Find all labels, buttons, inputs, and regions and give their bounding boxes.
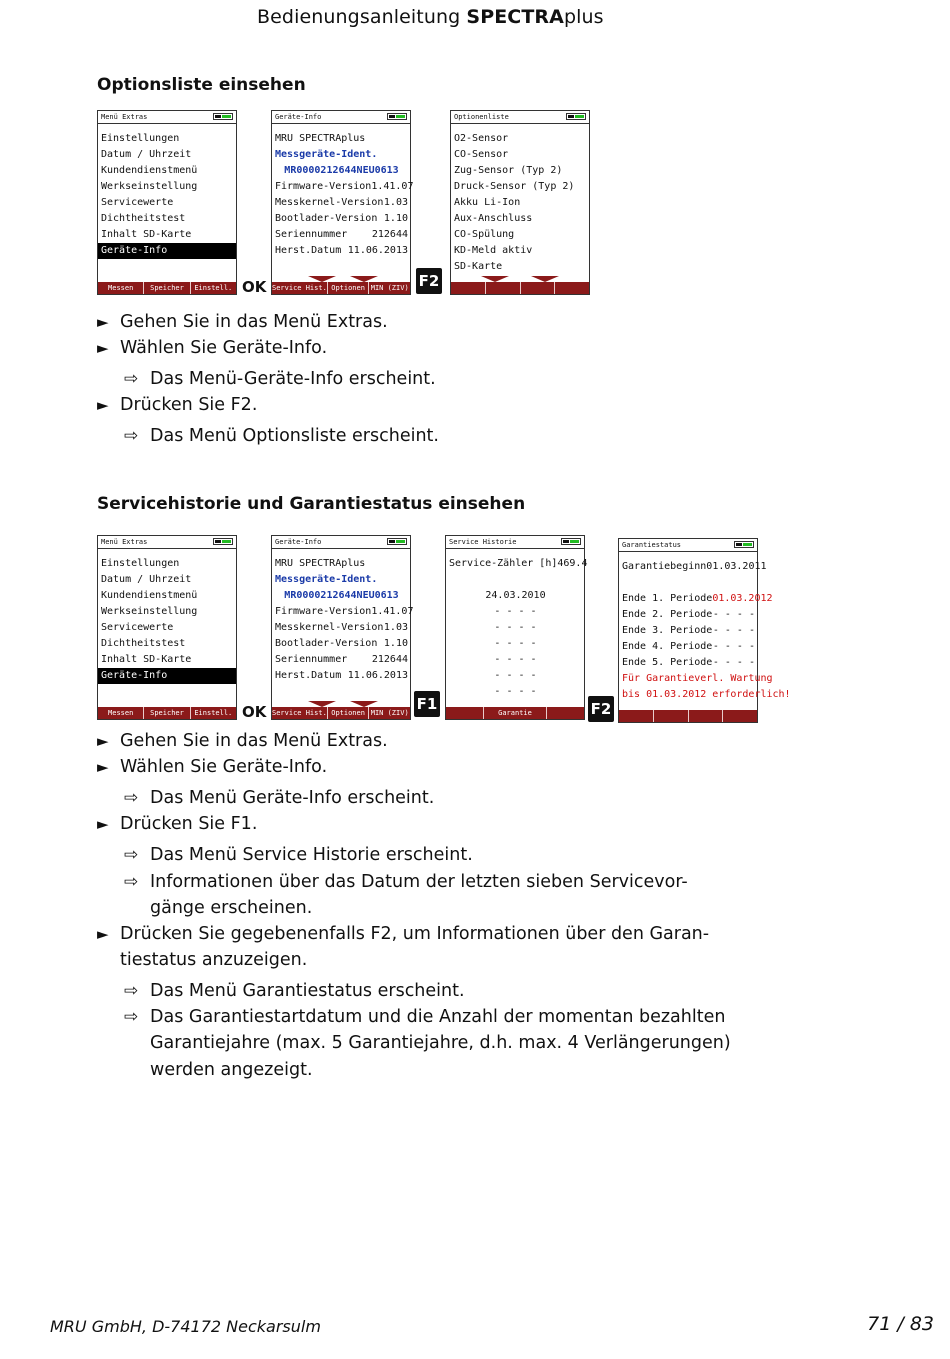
ok-key-label: OK xyxy=(242,703,267,721)
fkey-service-hist[interactable]: Service Hist. xyxy=(272,284,327,292)
footer-company: MRU GmbH, D-74172 Neckarsulm xyxy=(50,1317,321,1336)
screen-titlebar: Menü Extras xyxy=(98,536,236,549)
section-title-service: Servicehistorie und Garantiestatus einsehen xyxy=(97,494,526,514)
battery-icon xyxy=(387,113,407,120)
menu-item[interactable]: Werkseinstellung xyxy=(101,606,198,617)
fkey-empty[interactable] xyxy=(451,282,485,294)
result-text: ⇨ Das Menü Garantiestatus erscheint. xyxy=(150,978,465,1004)
step-text-continued: tiestatus anzuzeigen. xyxy=(120,950,308,970)
f2-key-icon: F2 xyxy=(588,696,614,722)
service-date: 24.03.2010 xyxy=(485,590,546,601)
option-item: Akku Li-Ion xyxy=(454,197,521,208)
function-key-bar xyxy=(272,707,410,719)
fkey-einstell[interactable]: Einstell. xyxy=(190,707,236,719)
device-ident-label: Messgeräte-Ident. xyxy=(275,149,378,160)
step-text: ► Drücken Sie F1. xyxy=(120,811,257,837)
service-counter: Service-Zähler [h] 469.4 xyxy=(449,558,588,569)
fkey-min-ziv[interactable]: MIN (ZIV) xyxy=(368,707,410,719)
battery-icon xyxy=(561,538,581,545)
footer-page-number: 71 / 83 xyxy=(867,1313,934,1335)
header-brand-bold: SPECTRA xyxy=(466,6,564,28)
fkey-empty[interactable] xyxy=(485,282,520,294)
battery-icon xyxy=(566,113,586,120)
result-text: ⇨ Informationen über das Datum der letzten sieben Servicevor- xyxy=(150,869,688,895)
menu-item[interactable]: Kundendienstmenü xyxy=(101,590,198,601)
info-row: Bootlader-Version 1.10 xyxy=(275,213,408,224)
result-text: ⇨ Das Menü-Geräte-Info erscheint. xyxy=(150,366,436,392)
screen-titlebar: Menü Extras xyxy=(98,111,236,124)
function-key-bar xyxy=(98,282,236,294)
result-text: ⇨ Das Garantiestartdatum und die Anzahl der momentan bezahlten xyxy=(150,1004,725,1030)
screen-geraete-info xyxy=(271,535,414,720)
menu-item[interactable]: Einstellungen xyxy=(101,133,180,144)
fkey-speicher[interactable]: Speicher xyxy=(143,707,189,719)
fkey-empty[interactable] xyxy=(520,282,555,294)
service-date: - - - - xyxy=(494,670,537,681)
option-item: O2-Sensor xyxy=(454,133,509,144)
function-key-bar xyxy=(272,282,410,294)
option-item: Zug-Sensor (Typ 2) xyxy=(454,165,563,176)
ok-key-label: OK xyxy=(242,278,267,296)
header-prefix: Bedienungsanleitung xyxy=(257,6,467,28)
menu-item[interactable]: Kundendienstmenü xyxy=(101,165,198,176)
screen-titlebar: Geräte-Info xyxy=(272,536,410,549)
screen-service-historie xyxy=(445,535,588,720)
service-date: - - - - xyxy=(494,606,537,617)
step-text: ► Wählen Sie Geräte-Info. xyxy=(120,754,327,780)
device-ident-value: MR0000212644NEU0613 xyxy=(284,590,399,601)
warranty-period: Ende 1. Periode 01.03.2012 xyxy=(622,593,773,604)
option-item: Druck-Sensor (Typ 2) xyxy=(454,181,575,192)
result-text: ⇨ Das Menü Geräte-Info erscheint. xyxy=(150,785,434,811)
step-text: ► Drücken Sie F2. xyxy=(120,392,257,418)
option-item: CO-Spülung xyxy=(454,229,515,240)
menu-item[interactable]: Werkseinstellung xyxy=(101,181,198,192)
menu-item[interactable]: Einstellungen xyxy=(101,558,180,569)
battery-icon xyxy=(213,538,233,545)
menu-item[interactable]: Servicewerte xyxy=(101,622,174,633)
fkey-garantie[interactable]: Garantie xyxy=(483,707,547,719)
page-header xyxy=(257,6,604,28)
screen-titlebar: Service Historie xyxy=(446,536,584,549)
menu-item[interactable]: Dichtheitstest xyxy=(101,213,186,224)
warranty-note: bis 01.03.2012 erforderlich! xyxy=(622,689,791,700)
result-text: ⇨ Das Menü Service Historie erscheint. xyxy=(150,842,473,868)
fkey-empty[interactable] xyxy=(546,707,584,719)
screen-titlebar: Garantiestatus xyxy=(619,539,757,552)
fkey-einstell[interactable]: Einstell. xyxy=(190,282,236,294)
fkey-optionen[interactable]: Optionen xyxy=(327,282,369,294)
menu-item-selected[interactable]: Geräte-Info xyxy=(98,243,236,259)
fkey-optionen[interactable]: Optionen xyxy=(327,707,369,719)
info-row: Herst.Datum 11.06.2013 xyxy=(275,670,408,681)
battery-icon xyxy=(387,538,407,545)
spacer xyxy=(622,575,755,591)
step-text: ► Wählen Sie Geräte-Info. xyxy=(120,335,327,361)
screen-titlebar: Geräte-Info xyxy=(272,111,410,124)
screen-optionenliste xyxy=(450,110,590,295)
result-text-continued: werden angezeigt. xyxy=(150,1060,313,1080)
warranty-begin: Garantiebeginn 01.03.2011 xyxy=(622,561,767,572)
menu-item[interactable]: Inhalt SD-Karte xyxy=(101,654,192,665)
info-row: Messkernel-Version 1.03 xyxy=(275,197,408,208)
function-key-bar xyxy=(619,710,757,722)
screen-menu-extras xyxy=(97,110,237,295)
fkey-empty[interactable] xyxy=(688,710,723,722)
screen-menu-extras xyxy=(97,535,237,720)
fkey-min-ziv[interactable]: MIN (ZIV) xyxy=(368,282,410,294)
option-item: SD-Karte xyxy=(454,261,503,272)
header-brand-rest: plus xyxy=(563,6,604,28)
menu-item[interactable]: Dichtheitstest xyxy=(101,638,186,649)
fkey-empty[interactable] xyxy=(554,282,589,294)
step-text: ► Gehen Sie in das Menü Extras. xyxy=(120,728,388,754)
section-title-options: Optionsliste einsehen xyxy=(97,75,306,95)
battery-icon xyxy=(734,541,754,548)
function-key-bar xyxy=(446,707,584,719)
info-row: Firmware-Version 1.41.07 xyxy=(275,606,414,617)
f2-key-icon: F2 xyxy=(416,268,442,294)
result-text-continued: Garantiejahre (max. 5 Garantiejahre, d.h. max. 4 Verlängerungen) xyxy=(150,1033,731,1053)
info-row: Seriennummer 212644 xyxy=(275,229,408,240)
step-text: ► Drücken Sie gegebenenfalls F2, um Informationen über den Garan- xyxy=(120,921,709,947)
warranty-period: Ende 3. Periode - - - - xyxy=(622,625,755,636)
result-text-continued: gänge erscheinen. xyxy=(150,898,313,918)
device-ident-value: MR0000212644NEU0613 xyxy=(284,165,399,176)
fkey-speicher[interactable]: Speicher xyxy=(143,282,189,294)
fkey-messen[interactable]: Messen xyxy=(108,284,134,292)
warranty-period: Ende 4. Periode - - - - xyxy=(622,641,755,652)
f1-key-icon: F1 xyxy=(414,691,440,717)
menu-item[interactable]: Servicewerte xyxy=(101,197,174,208)
menu-item[interactable]: Datum / Uhrzeit xyxy=(101,149,192,160)
menu-item[interactable]: Inhalt SD-Karte xyxy=(101,229,192,240)
warranty-period: Ende 5. Periode - - - - xyxy=(622,657,755,668)
device-name: MRU SPECTRAplus xyxy=(275,133,366,144)
menu-item[interactable]: Datum / Uhrzeit xyxy=(101,574,192,585)
fkey-empty[interactable] xyxy=(619,710,653,722)
fkey-empty[interactable] xyxy=(722,710,757,722)
device-name: MRU SPECTRAplus xyxy=(275,558,366,569)
service-date: - - - - xyxy=(494,622,537,633)
screen-titlebar: Optionenliste xyxy=(451,111,589,124)
warranty-note: Für Garantieverl. Wartung xyxy=(622,673,773,684)
device-ident-label: Messgeräte-Ident. xyxy=(275,574,378,585)
screen-garantiestatus xyxy=(618,538,791,723)
function-key-bar xyxy=(451,282,589,294)
info-row: Seriennummer 212644 xyxy=(275,654,408,665)
option-item: CO-Sensor xyxy=(454,149,509,160)
info-row: Messkernel-Version 1.03 xyxy=(275,622,408,633)
spacer xyxy=(449,572,582,588)
battery-icon xyxy=(213,113,233,120)
info-row: Firmware-Version 1.41.07 xyxy=(275,181,414,192)
option-item: KD-Meld aktiv xyxy=(454,245,533,256)
fkey-messen[interactable]: Messen xyxy=(108,709,134,717)
info-row: Herst.Datum 11.06.2013 xyxy=(275,245,408,256)
menu-item-selected[interactable]: Geräte-Info xyxy=(98,668,236,684)
fkey-empty[interactable] xyxy=(446,707,483,719)
function-key-bar xyxy=(98,707,236,719)
service-date: - - - - xyxy=(494,654,537,665)
result-text: ⇨ Das Menü Optionsliste erscheint. xyxy=(150,423,439,449)
warranty-period: Ende 2. Periode - - - - xyxy=(622,609,755,620)
info-row: Bootlader-Version 1.10 xyxy=(275,638,408,649)
service-date: - - - - xyxy=(494,638,537,649)
screen-geraete-info xyxy=(271,110,414,295)
option-item: Aux-Anschluss xyxy=(454,213,533,224)
fkey-service-hist[interactable]: Service Hist. xyxy=(272,709,327,717)
fkey-empty[interactable] xyxy=(653,710,688,722)
step-text: ► Gehen Sie in das Menü Extras. xyxy=(120,309,388,335)
service-date: - - - - xyxy=(494,686,537,697)
